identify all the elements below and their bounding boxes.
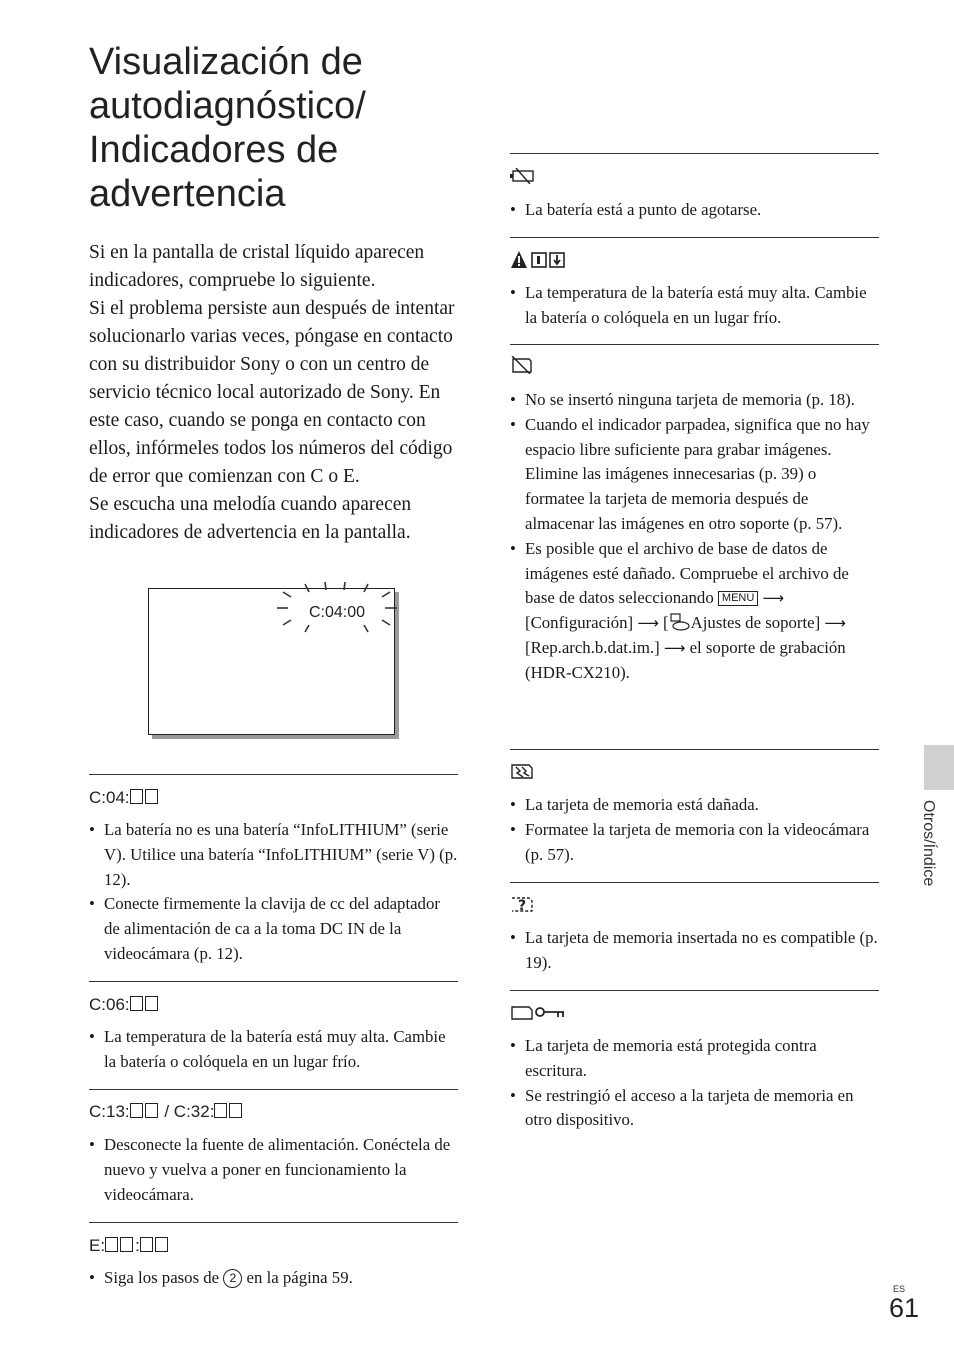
error-code-prefix: C:06: bbox=[89, 995, 130, 1014]
list-item: • La tarjeta de memoria insertada no es compatible (p. 19). bbox=[510, 926, 880, 976]
digit-placeholder bbox=[130, 789, 143, 804]
bullet-list bbox=[510, 793, 880, 867]
digit-placeholder bbox=[140, 1237, 153, 1252]
digit-placeholder bbox=[130, 996, 143, 1011]
arrow-right-icon: ⟶ bbox=[762, 589, 785, 608]
section-heading bbox=[89, 995, 160, 1015]
protected-memory-card-icon bbox=[510, 1003, 566, 1021]
section-divider bbox=[89, 1089, 458, 1090]
bullet-list bbox=[510, 281, 880, 331]
arrow-right-icon: ⟶ bbox=[824, 614, 846, 633]
section-divider bbox=[89, 1222, 458, 1223]
battery-temperature-warning-icon bbox=[510, 250, 566, 270]
media-settings-icon bbox=[669, 613, 691, 631]
list-item bbox=[89, 1266, 459, 1291]
svg-text:?: ? bbox=[518, 898, 527, 913]
section-divider bbox=[510, 153, 879, 154]
digit-placeholder bbox=[145, 996, 158, 1011]
bullet-list bbox=[510, 926, 880, 976]
battery-low-icon bbox=[510, 168, 536, 184]
error-code-colon: : bbox=[135, 1236, 140, 1255]
error-code-display: C:04:00 bbox=[309, 604, 366, 621]
bullet-list bbox=[89, 1133, 459, 1207]
bullet-list bbox=[510, 388, 880, 686]
intro-paragraph: Si en la pantalla de cristal líquido aparecen indicadores, compruebe lo siguiente. bbox=[89, 242, 425, 291]
section-heading bbox=[89, 1236, 170, 1256]
digit-placeholder bbox=[145, 789, 158, 804]
arrow-right-icon: ⟶ bbox=[663, 638, 686, 657]
damaged-memory-card-icon bbox=[510, 762, 536, 780]
arrow-right-icon: ⟶ bbox=[637, 614, 659, 633]
list-item: • La tarjeta de memoria está protegida contra escritura. bbox=[510, 1034, 880, 1084]
error-code-prefix: C:04: bbox=[89, 788, 130, 807]
menu-button-icon: MENU bbox=[718, 591, 758, 606]
bullet-text: en la página 59. bbox=[242, 1268, 353, 1287]
no-memory-card-icon bbox=[510, 356, 534, 374]
intro-paragraph: Si el problema persiste aun después de intentar solucionarlo varias veces, póngase en contacto con su distribuidor Sony o con un centro de servicio técnico local autorizado de Sony. En este caso, cuando se ponga en contacto con ellos, infórmeles todos los números del código de error que comienzan con C o E. bbox=[89, 298, 455, 487]
error-code-prefix: E: bbox=[89, 1236, 106, 1255]
list-item: • Conecte firmemente la clavija de cc del adaptador de alimentación de ca a la toma DC IN de la videocámara (p. 12). bbox=[89, 892, 459, 966]
bullet-list bbox=[89, 1025, 459, 1075]
language-code: ES bbox=[893, 1284, 906, 1294]
digit-placeholder bbox=[105, 1237, 118, 1252]
bullet-list bbox=[89, 1266, 459, 1291]
section-tab bbox=[924, 745, 954, 790]
section-heading bbox=[89, 788, 160, 808]
digit-placeholder bbox=[145, 1103, 158, 1118]
list-item bbox=[510, 537, 880, 686]
bullet-list bbox=[89, 818, 459, 967]
digit-placeholder bbox=[214, 1103, 227, 1118]
digit-placeholder bbox=[155, 1237, 168, 1252]
error-code-prefix: / C:32: bbox=[159, 1102, 215, 1121]
list-item: • La temperatura de la batería está muy alta. Cambie la batería o colóquela en un lugar frío. bbox=[89, 1025, 459, 1075]
menu-path-item: Ajustes de soporte] bbox=[690, 613, 821, 633]
list-item: • La batería no es una batería “InfoLITHIUM” (serie V). Utilice una batería “InfoLITHIUM” (serie V) (p. 12). bbox=[89, 818, 459, 892]
bullet-text: el soporte de grabación (HDR-CX210). bbox=[525, 637, 850, 682]
digit-placeholder bbox=[130, 1103, 143, 1118]
incompatible-memory-card-icon bbox=[510, 895, 536, 913]
intro-text bbox=[89, 239, 459, 547]
menu-path-item: [Rep.arch.b.dat.im.] bbox=[525, 637, 660, 657]
section-divider bbox=[89, 774, 458, 775]
menu-path-item: [Configuración] bbox=[525, 613, 634, 633]
list-item: • Se restringió el acceso a la tarjeta de memoria en otro dispositivo. bbox=[510, 1084, 880, 1134]
list-item: • No se insertó ninguna tarjeta de memoria (p. 18). bbox=[510, 388, 880, 413]
digit-placeholder bbox=[120, 1237, 133, 1252]
list-item: • La batería está a punto de agotarse. bbox=[510, 198, 880, 223]
page-title: Visualización de autodiagnóstico/ Indicadores de advertencia bbox=[89, 41, 366, 215]
section-divider bbox=[510, 344, 879, 345]
section-divider bbox=[510, 237, 879, 238]
list-item: • Cuando el indicador parpadea, significa que no hay espacio libre suficiente para grabar imágenes. Elimine las imágenes innecesarias (p. 39) o formatee la tarjeta de memoria después de almacenar las imágenes en otro soporte (p. 57). bbox=[510, 413, 880, 537]
section-divider bbox=[510, 882, 879, 883]
section-divider bbox=[510, 990, 879, 991]
step-number-icon: 2 bbox=[223, 1269, 242, 1288]
page-number: 61 bbox=[889, 1293, 920, 1323]
section-heading bbox=[89, 1102, 244, 1122]
bullet-text: Es posible que el archivo de base de datos de imágenes esté dañado. Compruebe el archivo de base de datos seleccionando bbox=[525, 538, 854, 608]
bullet-text: Siga los pasos de bbox=[104, 1268, 224, 1287]
section-divider bbox=[510, 749, 879, 750]
list-item: • Formatee la tarjeta de memoria con la videocámara (p. 57). bbox=[510, 818, 880, 868]
list-item: • La tarjeta de memoria está dañada. bbox=[510, 793, 880, 818]
lcd-illustration bbox=[148, 588, 400, 740]
error-code-prefix: C:13: bbox=[89, 1102, 130, 1121]
digit-placeholder bbox=[229, 1103, 242, 1118]
menu-path-item: [ bbox=[663, 613, 669, 633]
bullet-list bbox=[510, 1034, 880, 1133]
list-item: • La temperatura de la batería está muy alta. Cambie la batería o colóquela en un lugar frío. bbox=[510, 281, 880, 331]
section-tab-label: Otros/Índice bbox=[920, 800, 937, 887]
intro-paragraph: Se escucha una melodía cuando aparecen indicadores de advertencia en la pantalla. bbox=[89, 494, 412, 543]
bullet-list bbox=[510, 198, 880, 223]
list-item: • Desconecte la fuente de alimentación. Conéctela de nuevo y vuelva a poner en funcionamiento la videocámara. bbox=[89, 1133, 459, 1207]
section-divider bbox=[89, 981, 458, 982]
